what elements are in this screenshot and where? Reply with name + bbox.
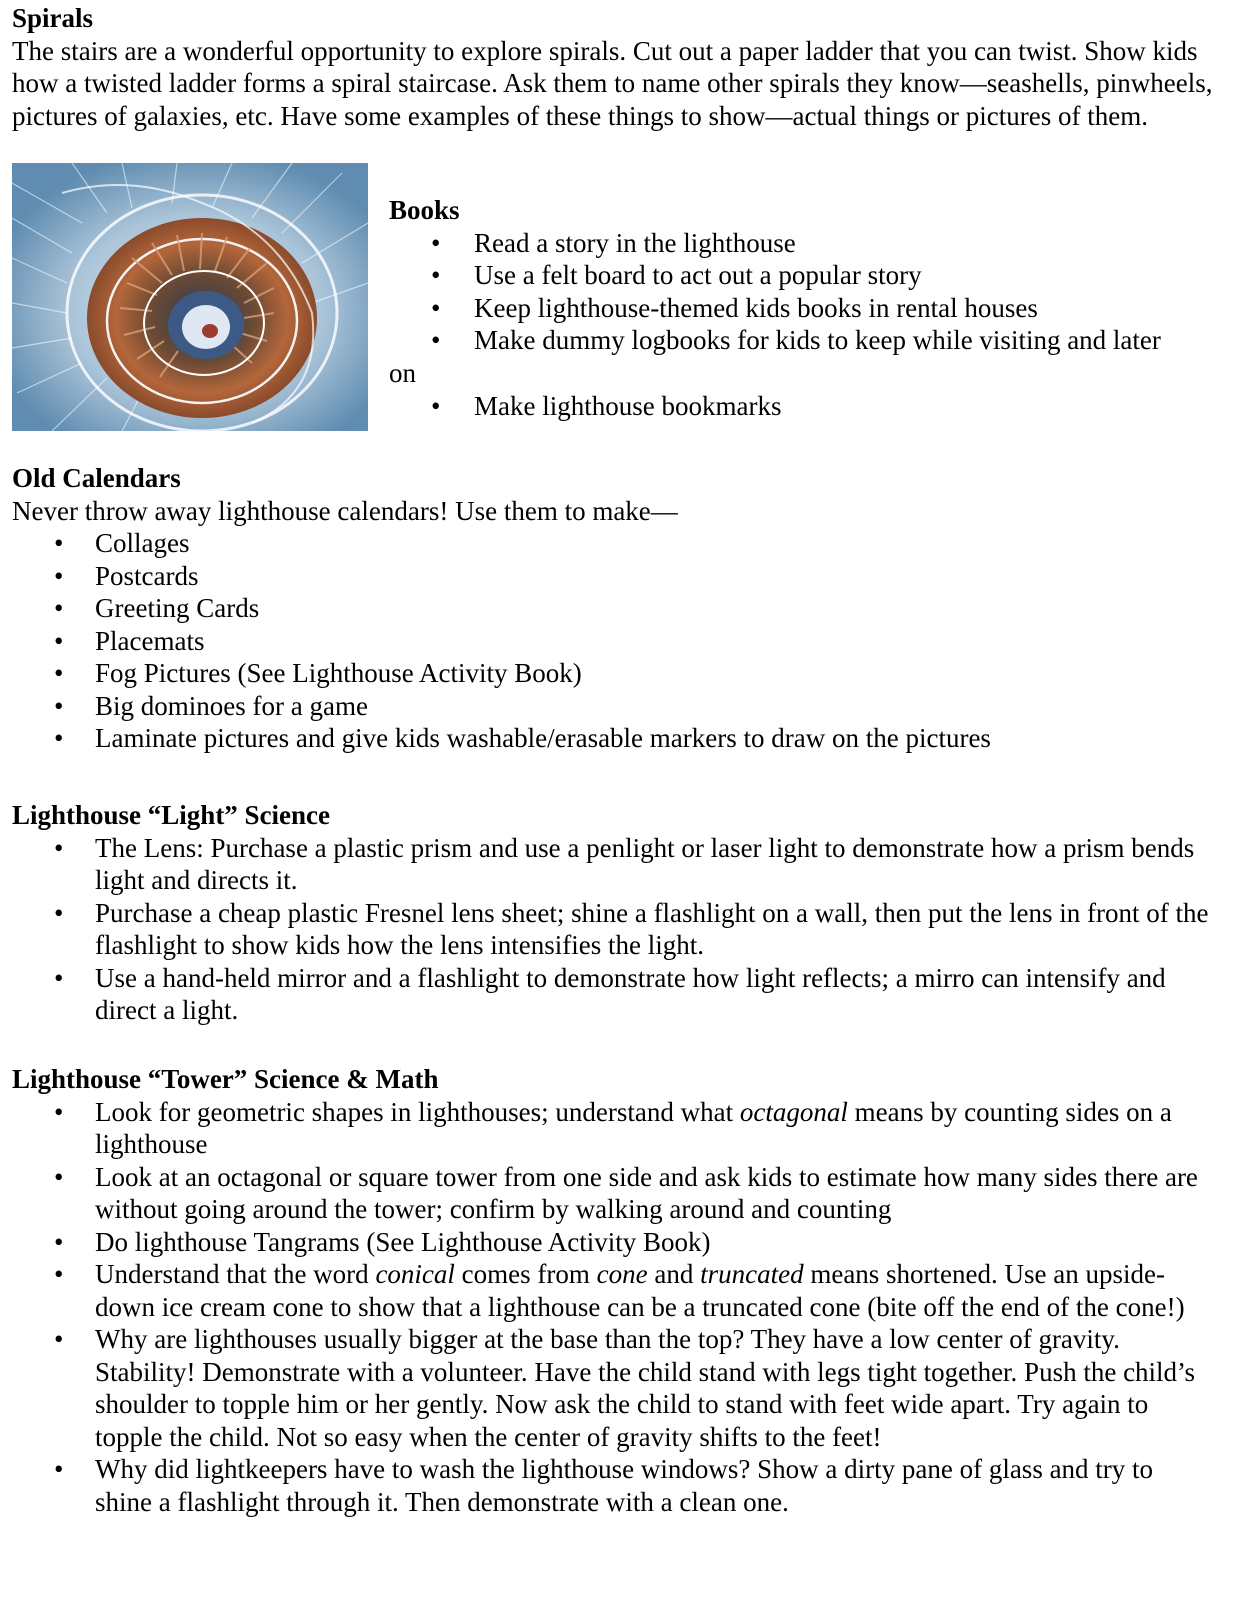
tower-science-section	[12, 1063, 1216, 1518]
spiral-staircase-photo	[12, 163, 368, 431]
list-item: • Make lighthouse bookmarks	[389, 390, 1219, 423]
list-item: • Collages	[12, 527, 1216, 560]
books-heading: Books	[389, 195, 460, 225]
list-item: • Use a hand-held mirror and a flashlight to demonstrate how light reflects; a mirro can intensify and direct a light.	[12, 962, 1216, 1027]
books-list	[389, 227, 1219, 357]
list-item: • Greeting Cards	[12, 592, 1216, 625]
calendars-intro: Never throw away lighthouse calendars! Use them to make—	[12, 495, 678, 526]
list-item: • Keep lighthouse-themed kids books in rental houses	[389, 292, 1219, 325]
list-item: • Placemats	[12, 625, 1216, 658]
list-item: • Laminate pictures and give kids washable/erasable markers to draw on the pictures	[12, 722, 1216, 755]
books-continuation: on	[389, 357, 416, 388]
spirals-heading: Spirals	[12, 3, 94, 33]
emphasis-cone: cone	[596, 1259, 648, 1289]
old-calendars-section	[12, 462, 1216, 755]
list-item: • Use a felt board to act out a popular story	[389, 259, 1219, 292]
text-run: comes from	[454, 1259, 597, 1289]
books-section	[389, 194, 1219, 423]
emphasis-conical: conical	[375, 1259, 455, 1289]
text-run: Understand that the word	[95, 1259, 376, 1289]
list-item: • Big dominoes for a game	[12, 690, 1216, 723]
light-science-list	[12, 832, 1216, 1027]
text-run: means shortened. Use an upside-down ice cream cone to show that a lighthouse can be a truncated cone (bite off the end of the cone!)	[95, 1259, 1185, 1322]
emphasis-octagonal: octagonal	[739, 1096, 848, 1127]
list-item: • Look at an octagonal or square tower from one side and ask kids to estimate how many sides there are without going around the tower; confirm by walking around and counting	[12, 1161, 1216, 1226]
list-item: • Why are lighthouses usually bigger at the base than the top? They have a low center of gravity. Stability! Demonstrate with a volunteer. Have the child stand with legs tight together. Push the child’s shoulder to topple him or her gently. Now ask the child to stand with feet wide apart. Try again to topple the child. Not so easy when the center of gravity shifts to the feet!	[12, 1323, 1216, 1453]
calendars-heading: Old Calendars	[12, 463, 181, 493]
spirals-section	[12, 2, 1216, 132]
text-run: means by counting sides on a lighthouse	[95, 1096, 1172, 1159]
list-item: • Make dummy logbooks for kids to keep while visiting and later	[389, 324, 1219, 357]
emphasis-truncated: truncated	[700, 1259, 804, 1289]
books-list-continued	[389, 390, 1219, 423]
spirals-text: The stairs are a wonderful opportunity to explore spirals. Cut out a paper ladder that you can twist. Show kids how a twisted ladder forms a spiral staircase. Ask them to name other spirals they know—seashells, pinwheels, pictures of galaxies, etc. Have some examples of these things to show—actual things or pictures of them.	[12, 35, 1213, 131]
light-science-heading: Lighthouse “Light” Science	[12, 800, 331, 830]
text-run: and	[647, 1259, 701, 1289]
list-item: • Why did lightkeepers have to wash the lighthouse windows? Show a dirty pane of glass and try to shine a flashlight through it. Then demonstrate with a clean one.	[12, 1453, 1216, 1518]
list-item	[12, 1258, 1216, 1323]
tower-science-heading: Lighthouse “Tower” Science & Math	[12, 1064, 439, 1094]
list-item: • Purchase a cheap plastic Fresnel lens sheet; shine a flashlight on a wall, then put the lens in front of the flashlight to show kids how the lens intensifies the light.	[12, 897, 1216, 962]
text-run: Look for geometric shapes in lighthouses; understand what	[95, 1096, 740, 1127]
list-item: • Postcards	[12, 560, 1216, 593]
light-science-section	[12, 799, 1216, 1027]
list-item: • The Lens: Purchase a plastic prism and use a penlight or laser light to demonstrate how a prism bends light and directs it.	[12, 832, 1216, 897]
tower-science-list	[12, 1096, 1216, 1519]
list-item	[12, 1096, 1216, 1161]
list-item: • Read a story in the lighthouse	[389, 227, 1219, 260]
calendars-list	[12, 527, 1216, 755]
list-item: • Do lighthouse Tangrams (See Lighthouse Activity Book)	[12, 1226, 1216, 1259]
list-item: • Fog Pictures (See Lighthouse Activity Book)	[12, 657, 1216, 690]
